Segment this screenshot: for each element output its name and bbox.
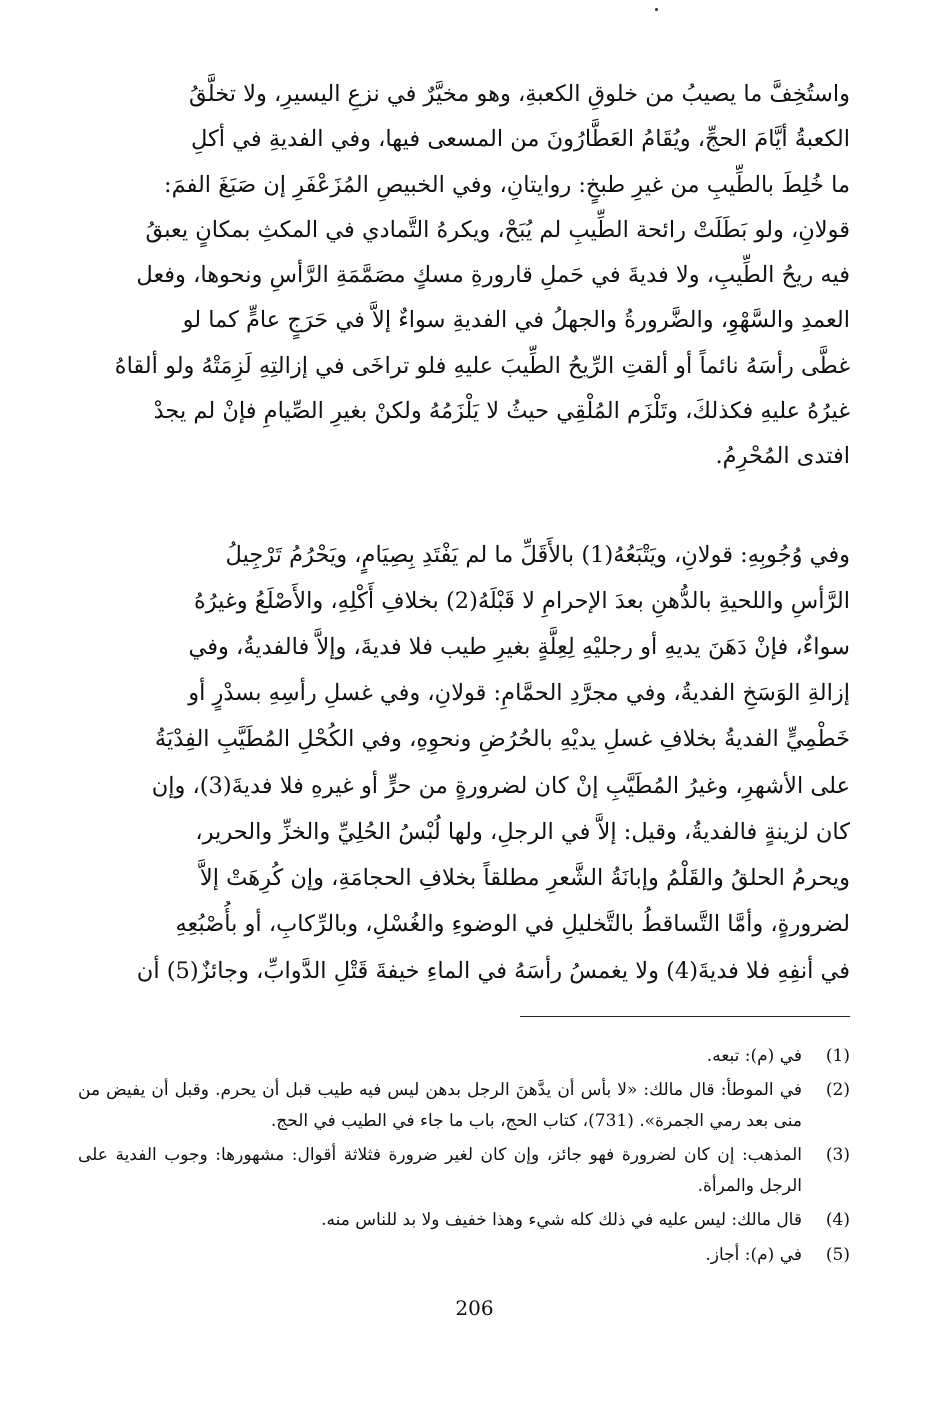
footnote-4 <box>78 1205 850 1236</box>
footnote-2 <box>78 1075 850 1136</box>
text-line: واستُخِفَّ ما يصيبُ من خلوقِ الكعبةِ، وهو مخيَّرٌ في نزعِ اليسيرِ، ولا تخلَّقُ <box>189 81 850 107</box>
paragraph-2 <box>78 532 850 994</box>
footnote-text: في الموطأ: قال مالك: «لا بأس أن يدَّهنَ الرجل بدهن ليس فيه طيب قبل أن يحرم. وقبل أن يفيض من منى بعد رمي الجمرة». (731)، كتاب الحج، باب ما جاء في الطيب في الحج. <box>78 1080 802 1131</box>
footnote-3 <box>78 1140 850 1201</box>
footnote-number: (4) <box>825 1210 850 1231</box>
text-line: ويحرمُ الحلقُ والقَلْمُ وإبانَةُ الشَّعرِ مطلقاً بخلافِ الحجامَةِ، وإن كُرِهَتْ إلاَّ <box>199 865 850 892</box>
text-line: غيرُهُ عليهِ فكذلكَ، وتَلْزَم المُلْقِي حيثُ لا يَلْزَمُهُ ولكنْ بغيرِ الصِّيامِ فإنْ لم يجدْ <box>153 398 850 425</box>
text-line: على الأشهرِ، وغيرُ المُطَيَّبِ إنْ كان لضرورةٍ من حرٍّ أو غيرهِ فلا فديةَ(3)، وإن <box>151 772 850 799</box>
text-line: افتدى المُحْرِمُ. <box>715 443 850 470</box>
text-line: وفي وُجُوبِهِ: قولانِ، ويَتْبَعُهُ(1) بالأَقَلِّ ما لم يَفْتَدِ بِصِيَامٍ، ويَحْرُمُ تَرْجِيلُ <box>225 541 850 568</box>
text-line: في أنفِهِ فلا فديةَ(4) ولا يغمسُ رأسَهُ في الماءِ خيفةَ قَتْلِ الدَّوابِّ، وجائزٌ(5) أن <box>136 957 850 984</box>
footnote-5 <box>78 1240 850 1271</box>
text-line: خَطْمِيٍّ الفديةُ بخلافِ غسلِ يديْهِ بالحُرُضِ ونحوِهِ، وفي الكُحْلِ المُطَيَّبِ الفِدْيَةُ <box>154 726 850 753</box>
scan-speck <box>655 8 658 11</box>
text-line: العمدِ والسَّهْوِ، والضَّرورةُ والجهلُ في الفديةِ سواءٌ إلاَّ في حَرَجٍ عامٍّ كما لو <box>182 307 850 334</box>
text-line: قولانِ، ولو بَطَلَتْ رائحة الطِّيبِ لم يُبَحْ، ويكرهُ التَّمادي في المكثِ بمكانٍ يعبقُ <box>145 216 850 243</box>
text-line: لضرورةٍ، وأمَّا التَّساقطُ بالتَّخليلِ في الوضوءِ والغُسْلِ، وبالرِّكابِ، أو بأُصْبُعِهِ <box>175 911 850 938</box>
footnote-number: (5) <box>825 1244 850 1265</box>
footnote-number: (3) <box>825 1145 850 1166</box>
text-line: ما خُلِطَ بالطِّيبِ من غيرِ طبخٍ: روايتانِ، وفي الخبيصِ المُزَعْفَرِ إن صَبَغَ الفمَ: <box>164 171 850 198</box>
footnote-text: المذهب: إن كان لضرورة فهو جائز، وإن كان لغير ضرورة فثلاثة أقوال: مشهورها: وجوب الفدية على الرجل والمرأة. <box>78 1145 802 1196</box>
text-line: فيه ريحُ الطِّيبِ، ولا فديةَ في حَملِ قارورةِ مسكٍ مصَمَّمَةِ الرَّأسِ ونحوها، وفعل <box>136 262 850 289</box>
paragraph-1 <box>78 72 850 480</box>
footnote-1 <box>78 1041 850 1072</box>
footnote-text: في (م): تبعه. <box>706 1045 802 1066</box>
text-line: الكعبةُ أيَّامَ الحجِّ، ويُقَامُ العَطَّارُونَ من المسعى فيها، وفي الفديةِ في أكلِ <box>191 126 850 153</box>
text-line: الرَّأسِ واللحيةِ بالدُّهنِ بعدَ الإحرامِ لا قَبْلَهُ(2) بخلافِ أَكْلِهِ، والأَصْلَعُ وغيرُهُ <box>193 587 850 614</box>
footnote-text: في (م): أجاز. <box>705 1244 802 1265</box>
footnote-number: (2) <box>825 1080 850 1101</box>
page-number: 206 <box>455 1296 494 1320</box>
footnote-divider <box>520 1016 850 1017</box>
text-line: غطَّى رأسَهُ نائماً أو ألقتِ الرِّيحُ الطِّيبَ عليهِ فلو تراخَى في إزالتِهِ لَزِمَتْهُ ولو ألقاهُ <box>114 352 850 379</box>
footnote-text: قال مالك: ليس عليه في ذلك كله شيء وهذا خفيف ولا بد للناس منه. <box>321 1210 802 1231</box>
footnotes <box>78 1041 850 1271</box>
paragraph-gap <box>78 480 850 532</box>
page-body <box>78 72 850 1274</box>
footnote-number: (1) <box>825 1045 850 1066</box>
text-line: إزالةِ الوَسَخِ الفديةُ، وفي مجرَّدِ الحمَّامِ: قولانِ، وفي غسلِ رأسِهِ بسدْرٍ أو <box>188 680 850 707</box>
text-line: كان لزينةٍ فالفديةُ، وقيل: إلاَّ في الرجلِ، ولها لُبْسُ الحُلِيِّ والخزِّ والحرير، <box>195 818 850 845</box>
text-line: سواءٌ، فإنْ دَهَنَ يديهِ أو رجليْهِ لِعِلَّةٍ بغيرِ طيب فلا فديةَ، وإلاَّ فالفديةُ، وفي <box>188 634 850 661</box>
